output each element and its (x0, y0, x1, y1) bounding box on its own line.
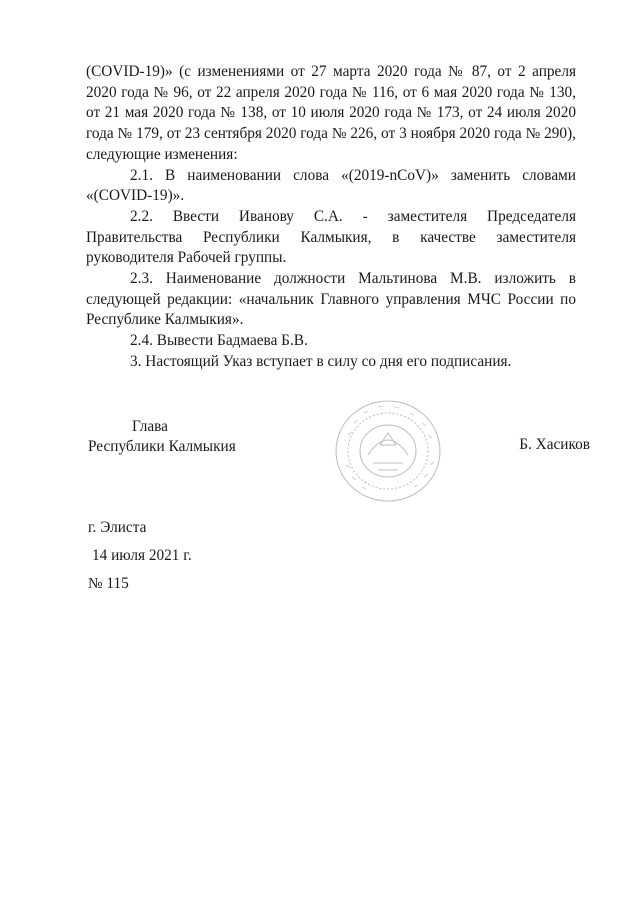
paragraph-intro: (COVID-19)» (с изменениями от 27 марта 2020 года № 87, от 2 апреля 2020 года № 96, от 22 апреля 2020 года № 116, от 6 мая 2020 года № 130, от 21 мая 2020 года № 138, от 10 июля 2020 года № 173, от 24 июля 2020 года № 179, от 23 сентября 2020 года № 226, от 3 ноября 2020 года № 290), следующие изменения: (86, 63, 576, 163)
official-seal-stamp (328, 395, 448, 505)
decree-number: № 115 (88, 575, 129, 592)
signatory-name: Б. Хасиков (519, 436, 590, 453)
signatory-title (88, 417, 308, 457)
document-footer (88, 518, 192, 602)
paragraph-3: 3. Настоящий Указ вступает в силу со дня его подписания. (130, 352, 512, 370)
document-body (86, 62, 576, 373)
paragraph-2-2: 2.2. Ввести Иванову С.А. - заместителя Председателя Правительства Республики Калмыкия, в качестве заместителя руководителя Рабочей группы. (86, 207, 576, 267)
paragraph-2-4: 2.4. Вывести Бадмаева Б.В. (130, 332, 308, 350)
paragraph-2-3: 2.3. Наименование должности Мальтинова М.В. изложить в следующей редакции: «начальник Главного управления МЧС России по Республике Калмыкия». (86, 270, 576, 329)
signatory-title-line2: Республики Калмыкия (88, 438, 236, 455)
issue-date: 14 июля 2021 г. (92, 547, 192, 564)
signatory-title-line1: Глава (132, 418, 168, 435)
issue-city: г. Элиста (88, 519, 147, 536)
paragraph-2-1: 2.1. В наименовании слова «(2019-nCoV)» заменить словами «(COVID-19)». (86, 166, 576, 205)
